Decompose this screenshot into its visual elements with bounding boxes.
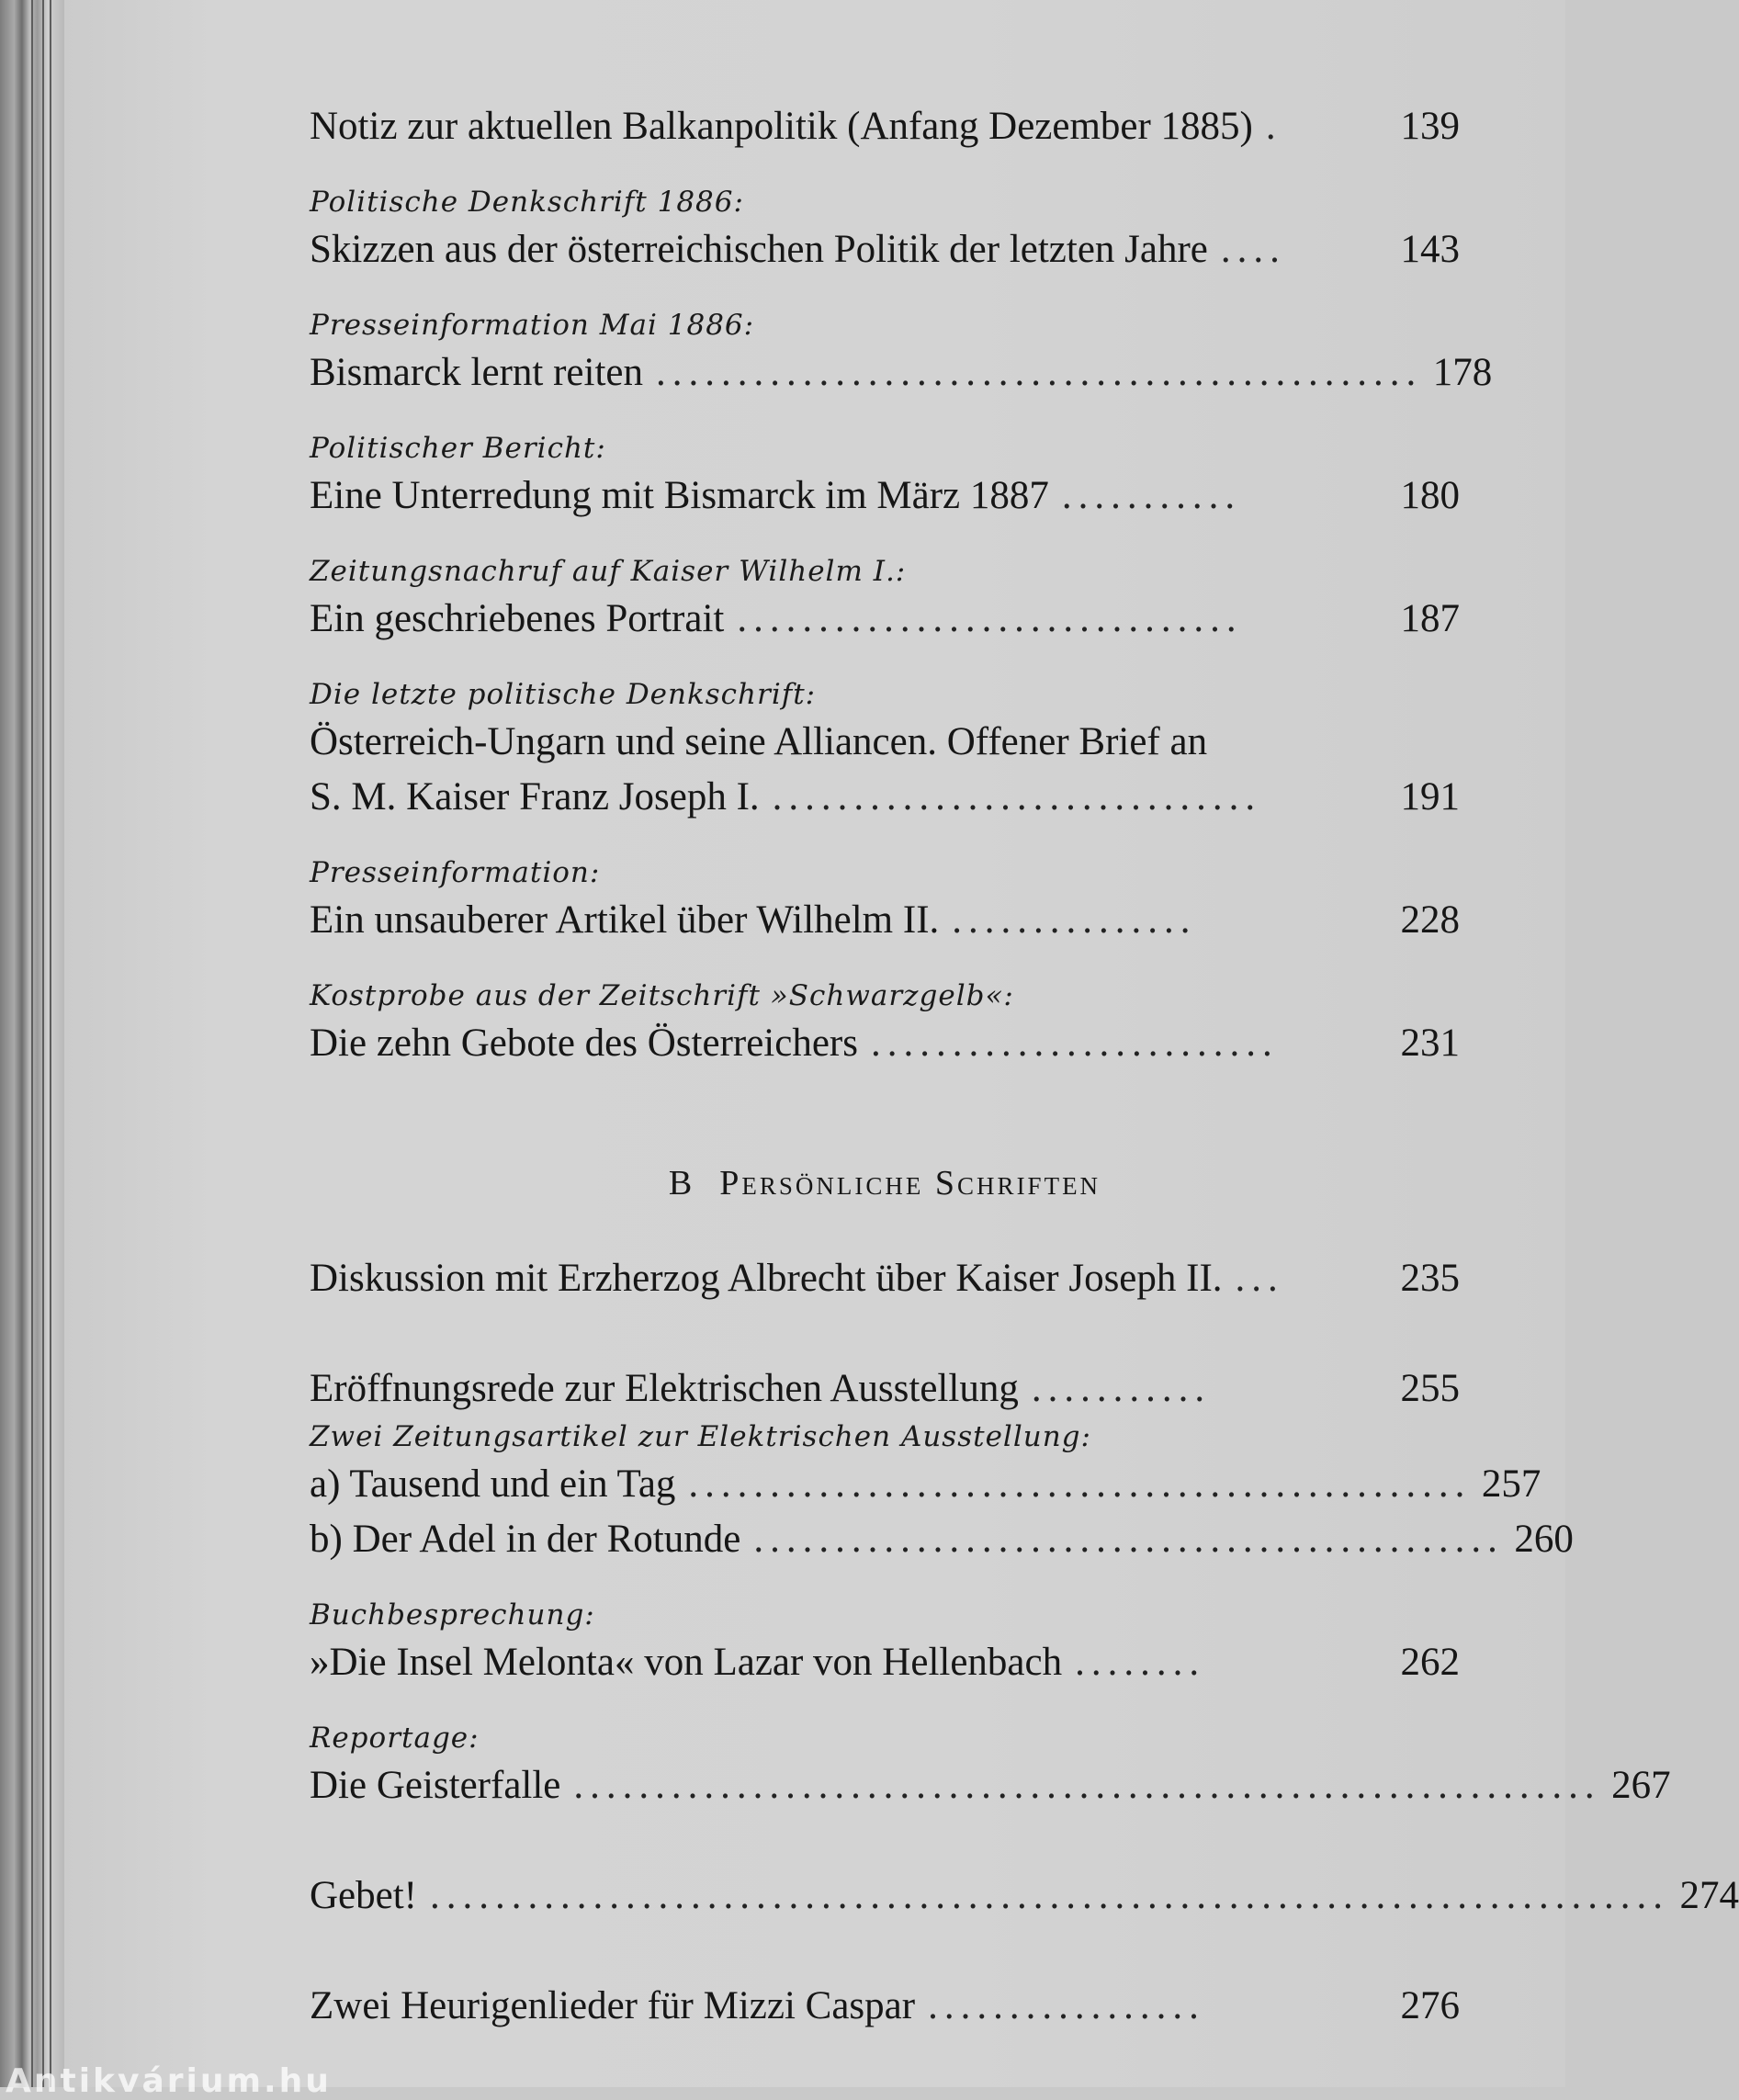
entry-title-line: Österreich-Ungarn und seine Alliancen. Offener Brief an xyxy=(310,720,1208,763)
toc-line xyxy=(310,1361,1460,1417)
entry-title: Ein geschriebenes Portrait xyxy=(310,597,725,640)
page-number: 143 xyxy=(1400,228,1460,271)
toc-line xyxy=(310,1869,1739,1924)
gutter-line xyxy=(31,0,33,2087)
toc-entry xyxy=(310,1251,1460,1306)
toc-entry xyxy=(310,99,1460,154)
page-number: 267 xyxy=(1611,1764,1671,1807)
toc-entry xyxy=(310,1979,1460,2034)
page-number: 187 xyxy=(1400,597,1460,640)
toc-line xyxy=(310,99,1460,154)
toc-line xyxy=(310,1457,1541,1512)
entry-subtitle: Die letzte politische Denkschrift: xyxy=(310,678,817,711)
entry-subtitle: Kostprobe aus der Zeitschrift »Schwarzgelb«: xyxy=(310,979,1014,1012)
entry-subtitle: Presseinformation: xyxy=(310,856,601,889)
dot-leader: ........... xyxy=(1031,1367,1212,1410)
section-heading xyxy=(310,1156,1460,1211)
page-number: 191 xyxy=(1400,775,1460,819)
table-of-contents xyxy=(310,99,1739,2034)
dot-leader: ......................... xyxy=(870,1022,1279,1065)
page-number: 274 xyxy=(1679,1874,1739,1917)
dot-leader: .... xyxy=(1220,228,1286,271)
dot-leader: ........ xyxy=(1075,1641,1206,1684)
toc-line xyxy=(310,1512,1574,1567)
entry-title: Zwei Heurigenlieder für Mizzi Caspar xyxy=(310,1984,916,2027)
entry-title: Diskussion mit Erzherzog Albrecht über Kaiser Joseph II. xyxy=(310,1257,1223,1300)
book-gutter xyxy=(0,0,64,2087)
toc-entry xyxy=(310,976,1460,1071)
toc-entry xyxy=(310,1361,1460,1417)
toc-line xyxy=(310,893,1460,948)
dot-leader: ............................................................... xyxy=(573,1764,1601,1807)
dot-leader: ............................................................................ xyxy=(430,1874,1669,1917)
gutter-line xyxy=(50,0,51,2087)
page-number: 139 xyxy=(1400,105,1460,148)
toc-line xyxy=(310,1635,1460,1690)
toc-line xyxy=(310,345,1493,401)
entry-title: »Die Insel Melonta« von Lazar von Hellenbach xyxy=(310,1641,1063,1684)
toc-entry xyxy=(310,1512,1574,1567)
page-number: 257 xyxy=(1481,1462,1541,1506)
toc-line xyxy=(310,770,1460,825)
entry-title: Notiz zur aktuellen Balkanpolitik (Anfang Dezember 1885) xyxy=(310,105,1253,148)
dot-leader: ............................... xyxy=(737,597,1243,640)
section-letter: B xyxy=(668,1164,694,1202)
dot-leader: ... xyxy=(1235,1257,1284,1300)
toc-entry xyxy=(310,305,1493,401)
gutter-line xyxy=(42,0,44,2087)
entry-title: Bismarck lernt reiten xyxy=(310,351,643,394)
dot-leader: ................................................ xyxy=(688,1462,1472,1506)
entry-title: Skizzen aus der österreichischen Politik der letzten Jahre xyxy=(310,228,1208,271)
entry-title: Ein unsauberer Artikel über Wilhelm II. xyxy=(310,898,940,942)
page-number: 255 xyxy=(1400,1367,1460,1410)
dot-leader: .............................. xyxy=(772,775,1262,819)
entry-title: a) Tausend und ein Tag xyxy=(310,1462,676,1506)
toc-entry xyxy=(310,182,1460,277)
dot-leader: ................. xyxy=(928,1984,1205,2027)
entry-title: Eine Unterredung mit Bismarck im März 1887 xyxy=(310,474,1049,517)
entry-title: Eröffnungsrede zur Elektrischen Ausstellung xyxy=(310,1367,1019,1410)
dot-leader: .............................................. xyxy=(753,1518,1504,1561)
toc-entry xyxy=(310,852,1460,948)
toc-line xyxy=(310,222,1460,277)
toc-entry xyxy=(310,1869,1739,1924)
entry-title: b) Der Adel in der Rotunde xyxy=(310,1518,741,1561)
toc-entry xyxy=(310,428,1460,524)
toc-line xyxy=(310,469,1460,524)
page-number: 262 xyxy=(1400,1641,1460,1684)
page-number: 260 xyxy=(1514,1518,1574,1561)
page-number: 231 xyxy=(1400,1022,1460,1065)
toc-line xyxy=(310,1758,1671,1813)
entry-title: Die Geisterfalle xyxy=(310,1764,561,1807)
toc-entry xyxy=(310,674,1460,825)
dot-leader: ........... xyxy=(1061,474,1242,517)
entry-title: Die zehn Gebote des Österreichers xyxy=(310,1022,858,1065)
entry-subtitle: Politische Denkschrift 1886: xyxy=(310,186,744,219)
dot-leader: . xyxy=(1265,105,1282,148)
page-number: 178 xyxy=(1432,351,1493,394)
entry-subtitle: Presseinformation Mai 1886: xyxy=(310,309,755,342)
toc-line xyxy=(310,1979,1460,2034)
toc-entry xyxy=(310,551,1460,647)
toc-line xyxy=(310,592,1460,647)
toc-entry xyxy=(310,1417,1541,1512)
entry-title: Gebet! xyxy=(310,1874,417,1917)
entry-subtitle: Buchbesprechung: xyxy=(310,1598,595,1631)
toc-entry xyxy=(310,1595,1460,1690)
section-title: Persönliche Schriften xyxy=(719,1164,1101,1202)
page-number: 180 xyxy=(1400,474,1460,517)
toc-entry xyxy=(310,1718,1671,1813)
entry-subtitle: Zwei Zeitungsartikel zur Elektrischen Ausstellung: xyxy=(310,1420,1091,1453)
entry-subtitle: Zeitungsnachruf auf Kaiser Wilhelm I.: xyxy=(310,555,907,588)
dot-leader: ............................................... xyxy=(655,351,1423,394)
page-number: 276 xyxy=(1400,1984,1460,2027)
toc-line xyxy=(310,1016,1460,1071)
dot-leader: ............... xyxy=(952,898,1197,942)
entry-title: S. M. Kaiser Franz Joseph I. xyxy=(310,775,760,819)
entry-subtitle: Reportage: xyxy=(310,1722,480,1755)
watermark: Antikvárium.hu xyxy=(6,2062,332,2100)
entry-subtitle: Politischer Bericht: xyxy=(310,432,606,465)
toc-line xyxy=(310,1251,1460,1306)
page-number: 228 xyxy=(1400,898,1460,942)
page-number: 235 xyxy=(1400,1257,1460,1300)
